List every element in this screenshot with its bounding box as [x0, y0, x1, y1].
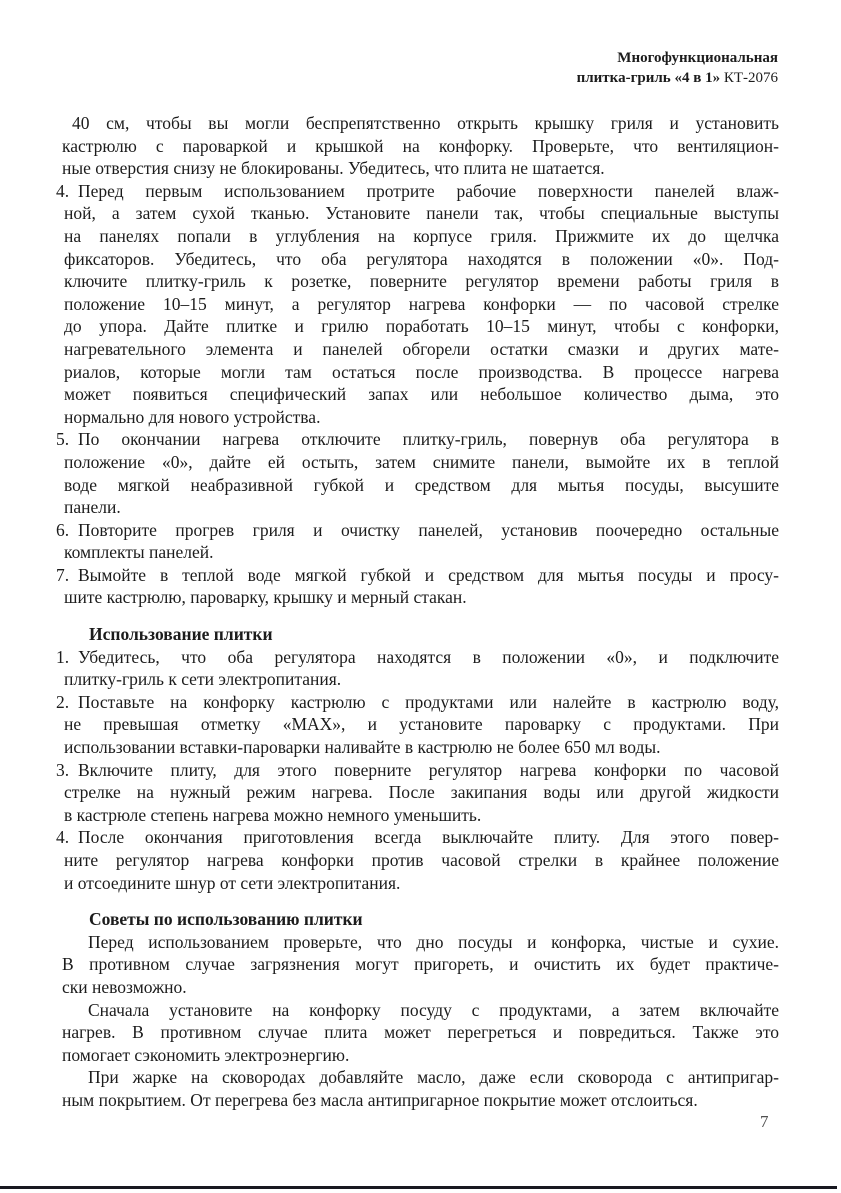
text-line: ные отверстия снизу не блокированы. Убедитесь, что плита не шатается.	[62, 158, 605, 179]
list-item	[56, 180, 779, 429]
list-item	[56, 519, 779, 564]
paragraph	[62, 112, 779, 180]
list-item	[56, 826, 779, 894]
section-heading: Использование плитки	[89, 624, 273, 645]
text-line: нормально для нового устройства.	[64, 406, 321, 427]
scan-edge-bar	[0, 1186, 837, 1189]
text-line: Повторите прогрев гриля и очистку панелей, установив поочередно остальные	[78, 519, 779, 540]
list-item-number: 3.	[56, 759, 70, 780]
text-line: стрелке на нужный режим нагрева. После закипания воды или другой жидкости	[64, 782, 779, 803]
text-line: Включите плиту, для этого поверните регулятор нагрева конфорки по часовой	[78, 759, 779, 780]
text-line: шите кастрюлю, пароварку, крышку и мерный стакан.	[64, 587, 467, 608]
text-line: нагревательного элемента и панелей обгорели остатки смазки и других мате-	[64, 338, 779, 359]
list-item-number: 5.	[56, 429, 70, 450]
text-line: Перед использованием проверьте, что дно посуды и конфорка, чистые и сухие.	[88, 931, 779, 952]
text-line: риалов, которые могли там остаться после производства. В процессе нагрева	[64, 361, 779, 382]
text-line: ным покрытием. От перегрева без масла антипригарное покрытие может отслоиться.	[62, 1089, 698, 1110]
text-line: фиксаторов. Убедитесь, что оба регулятора находятся в положении «0». Под-	[64, 248, 779, 269]
text-line: В противном случае загрязнения могут пригореть, и очистить их будет практиче-	[62, 954, 779, 975]
list-item-number: 1.	[56, 646, 70, 667]
text-line: Убедитесь, что оба регулятора находятся в положении «0», и подключите	[78, 646, 779, 667]
text-line: При жарке на сковородах добавляйте масло, даже если сковорода с антипригар-	[88, 1067, 779, 1088]
text-line: ните регулятор нагрева конфорки против часовой стрелки в крайнее положение	[64, 850, 779, 870]
text-line: нагрев. В противном случае плита может перегреться и повредиться. Также это	[62, 1022, 779, 1043]
list-item	[56, 691, 779, 759]
doc-header	[577, 48, 778, 88]
paragraph	[62, 1066, 779, 1111]
list-item-number: 4.	[56, 827, 70, 848]
list-item	[56, 428, 779, 518]
text-line: до упора. Дайте плитке и грилю поработать 10–15 минут, чтобы с конфорки,	[64, 316, 779, 337]
text-line: комплекты панелей.	[64, 542, 214, 563]
list-item-number: 6.	[56, 519, 70, 540]
list-item-number: 2.	[56, 691, 70, 712]
text-line: 40 см, чтобы вы могли беспрепятственно открыть крышку гриля и установить	[72, 113, 779, 133]
text-line: положение «0», дайте ей остыть, затем снимите панели, вымойте их в теплой	[64, 451, 779, 472]
text-line: помогает сэкономить электроэнергию.	[62, 1044, 350, 1065]
text-line: использовании вставки-пароварки наливайте в кастрюлю не более 650 мл воды.	[64, 737, 661, 758]
page-number: 7	[760, 1112, 769, 1131]
text-line: и отсоедините шнур от сети электропитания.	[64, 872, 401, 893]
paragraph	[62, 931, 779, 999]
section-heading: Советы по использованию плитки	[89, 909, 363, 930]
text-line: положение 10–15 минут, а регулятор нагрева конфорки — по часовой стрелке	[64, 293, 779, 314]
text-line: По окончании нагрева отключите плитку-гриль, повернув оба регулятора в	[78, 429, 779, 450]
list-item	[56, 759, 779, 827]
text-line: в кастрюле степень нагрева можно немного уменьшить.	[64, 804, 482, 825]
doc-title-line2	[577, 68, 778, 88]
list-item	[56, 564, 779, 609]
text-line: Сначала установите на конфорку посуду с продуктами, а затем включайте	[88, 999, 779, 1020]
paragraph	[62, 999, 779, 1067]
page-content	[56, 112, 779, 1112]
text-line: Перед первым использованием протрите рабочие поверхности панелей влаж-	[78, 180, 779, 201]
text-line: на панелях попали в углубления на корпусе гриля. Прижмите их до щелчка	[64, 225, 779, 246]
doc-title-line1: Многофункциональная	[617, 50, 778, 66]
text-line: панели.	[64, 497, 121, 518]
text-line: не превышая отметку «MAX», и установите пароварку с продуктами. При	[64, 714, 779, 735]
text-line: После окончания приготовления всегда выключайте плиту. Для этого повер-	[78, 827, 779, 848]
text-line: может появиться специфический запах или небольшое количество дыма, это	[64, 384, 779, 405]
list-item-number: 7.	[56, 564, 70, 585]
text-line: ски невозможно.	[62, 976, 187, 997]
text-line: Поставьте на конфорку кастрюлю с продуктами или налейте в кастрюлю воду,	[78, 691, 779, 712]
list-item	[56, 646, 779, 691]
text-line: ключите плитку-гриль к розетке, поверните регулятор времени работы гриля в	[64, 271, 779, 292]
text-line: плитку-гриль к сети электропитания.	[64, 669, 342, 690]
text-line: ной, а затем сухой тканью. Установите панели так, чтобы специальные выступы	[64, 203, 779, 224]
text-line: воде мягкой неабразивной губкой и средством для мытья посуды, высушите	[64, 474, 779, 495]
list-item-number: 4.	[56, 180, 70, 201]
doc-title-bold: плитка-гриль «4 в 1»	[576, 70, 721, 86]
text-line: кастрюлю с пароваркой и крышкой на конфорку. Проверьте, что вентиляцион-	[62, 135, 779, 156]
text-line: Вымойте в теплой воде мягкой губкой и средством для мытья посуды и просу-	[78, 564, 779, 585]
doc-model-number: КТ-2076	[720, 70, 778, 86]
